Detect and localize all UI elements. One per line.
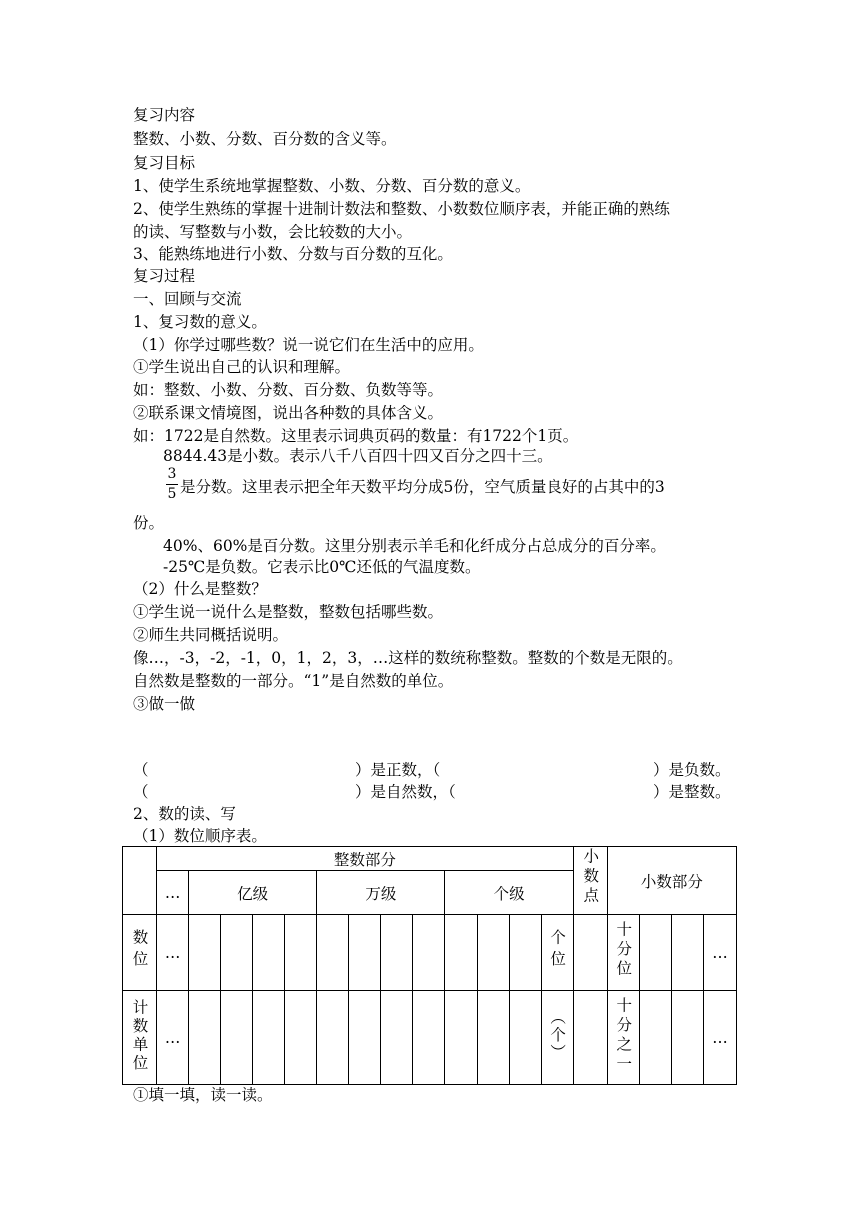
empty-cell	[381, 991, 413, 1085]
ellipsis-cell: …	[157, 871, 189, 915]
tenths-place-cell: 十分位	[607, 915, 639, 991]
fill-blank-row-positive-negative	[133, 760, 731, 780]
text-line: 是分数。这里表示把全年天数平均分成5份，空气质量良好的占其中的3	[180, 478, 665, 496]
table-corner-cell	[123, 847, 157, 915]
text-line: -25℃是负数。它表示比0℃还低的气温度数。	[163, 558, 481, 576]
empty-cell	[573, 991, 607, 1085]
ellipsis-cell: …	[157, 915, 189, 991]
text-line: ①填一填，读一读。	[133, 1086, 273, 1104]
empty-cell	[639, 991, 671, 1085]
text-line: ①学生说出自己的认识和理解。	[133, 358, 351, 376]
blank-end: ）是负数。	[653, 761, 731, 779]
fill-blank-row-natural-integer	[133, 782, 731, 802]
empty-cell	[573, 915, 607, 991]
row-label-place: 数位	[123, 915, 157, 991]
empty-cell	[253, 991, 285, 1085]
text-line: 2、数的读、写	[133, 805, 236, 823]
integer-part-header: 整数部分	[157, 847, 574, 871]
place-value-table	[122, 846, 737, 1085]
text-line: 1、使学生系统地掌握整数、小数、分数、百分数的意义。	[133, 177, 531, 195]
decimal-point-header: 小数点	[573, 847, 607, 915]
text-line: 3、能熟练地进行小数、分数与百分数的互化。	[133, 245, 453, 263]
empty-cell	[509, 915, 541, 991]
text-line: 1、复习数的意义。	[133, 313, 267, 331]
text-line: （2）什么是整数？	[133, 580, 267, 598]
text-line: （1）数位顺序表。	[133, 827, 267, 845]
text-line: 2、使学生熟练的掌握十进制计数法和整数、小数数位顺序表，并能正确的熟练	[133, 200, 670, 218]
text-line: 份。	[133, 514, 165, 532]
empty-cell	[221, 915, 253, 991]
heading-review-goals: 复习目标	[133, 154, 196, 172]
empty-cell	[253, 915, 285, 991]
decimal-part-header: 小数部分	[607, 847, 736, 915]
empty-cell	[671, 991, 703, 1085]
text-line: ①学生说一说什么是整数，整数包括哪些数。	[133, 603, 444, 621]
empty-cell	[639, 915, 671, 991]
yi-level-header: 亿级	[189, 871, 317, 915]
row-label-unit: 计数单位	[123, 991, 157, 1085]
tenths-unit-cell: 十分之一	[607, 991, 639, 1085]
ellipsis-cell: …	[703, 915, 736, 991]
empty-cell	[189, 991, 221, 1085]
empty-cell	[285, 991, 317, 1085]
wan-level-header: 万级	[317, 871, 445, 915]
fraction-bar	[166, 484, 178, 485]
text-line: ②师生共同概括说明。	[133, 626, 289, 644]
text-line: ③做一做	[133, 695, 196, 713]
text-line: 如：1722是自然数。这里表示词典页码的数量：有1722个1页。	[133, 427, 579, 445]
text-line: 8844.43是小数。表示八千八百四十四又百分之四十三。	[163, 447, 553, 465]
empty-cell	[189, 915, 221, 991]
empty-cell	[349, 991, 381, 1085]
fraction-denominator: 5	[167, 486, 177, 502]
text-line: （1）你学过哪些数？说一说它们在生活中的应用。	[133, 336, 484, 354]
ellipsis-cell: …	[157, 991, 189, 1085]
text-line: 像…，-3，-2，-1，0，1，2，3，…这样的数统称整数。整数的个数是无限的。	[133, 649, 683, 667]
empty-cell	[477, 991, 509, 1085]
empty-cell	[349, 915, 381, 991]
heading-review-content: 复习内容	[133, 106, 196, 124]
empty-cell	[317, 991, 349, 1085]
blank-mid: ）是自然数，（	[355, 783, 456, 801]
blank-end: ）是整数。	[653, 783, 731, 801]
text-line: 整数、小数、分数、百分数的含义等。	[133, 130, 397, 148]
text-line: 40%、60%是百分数。这里分别表示羊毛和化纤成分占总成分的百分率。	[163, 537, 666, 555]
empty-cell	[221, 991, 253, 1085]
text-line: 一、回顾与交流	[133, 290, 242, 308]
empty-cell	[285, 915, 317, 991]
empty-cell	[317, 915, 349, 991]
text-line: 自然数是整数的一部分。“1”是自然数的单位。	[133, 672, 454, 690]
blank-open: （	[133, 761, 149, 779]
ellipsis-cell: …	[703, 991, 736, 1085]
ones-place-cell: 个位	[541, 915, 573, 991]
empty-cell	[413, 991, 445, 1085]
blank-mid: ）是正数，（	[355, 761, 441, 779]
empty-cell	[445, 915, 477, 991]
empty-cell	[477, 915, 509, 991]
blank-open: （	[133, 783, 149, 801]
fraction-three-fifths	[166, 466, 178, 503]
empty-cell	[445, 991, 477, 1085]
text-line: 的读、写整数与小数，会比较数的大小。	[133, 223, 413, 241]
empty-cell	[381, 915, 413, 991]
ones-unit-cell: （个）	[541, 991, 573, 1085]
fraction-numerator: 3	[167, 466, 177, 482]
heading-review-process: 复习过程	[133, 267, 196, 285]
text-line: 如：整数、小数、分数、百分数、负数等等。	[133, 381, 444, 399]
text-line: ②联系课文情境图，说出各种数的具体含义。	[133, 404, 444, 422]
ge-level-header: 个级	[445, 871, 573, 915]
empty-cell	[413, 915, 445, 991]
empty-cell	[671, 915, 703, 991]
empty-cell	[509, 991, 541, 1085]
